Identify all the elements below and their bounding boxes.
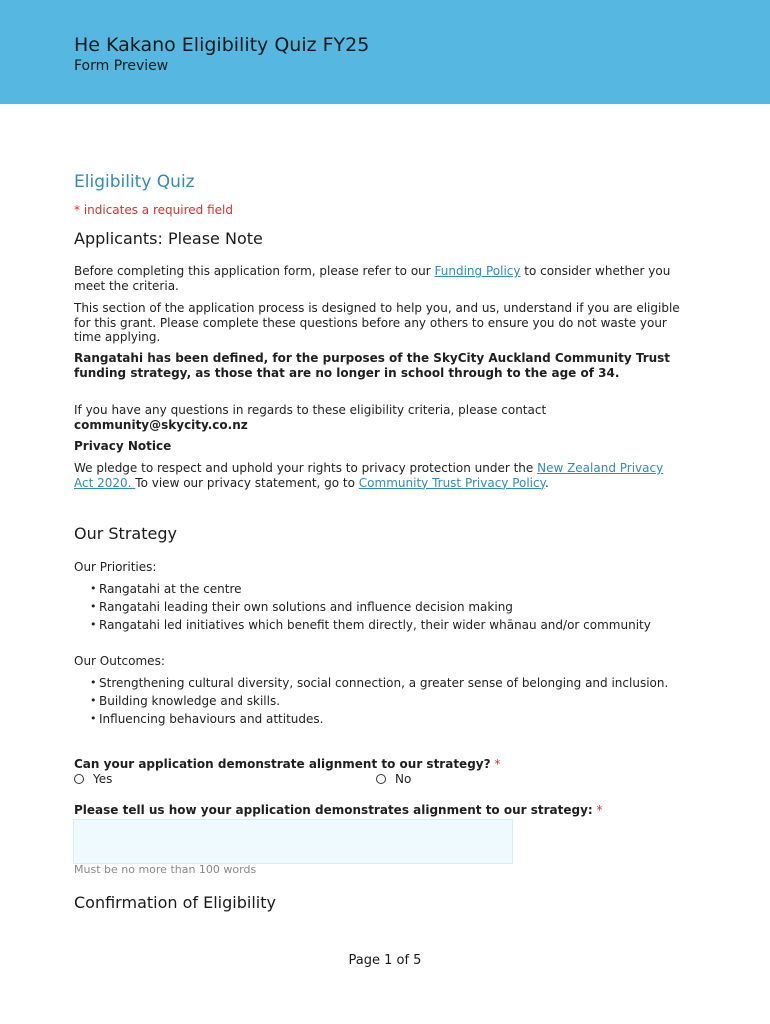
- question-alignment-label: [74, 757, 500, 771]
- list-item: • Rangatahi led initiatives which benefit them directly, their wider whānau and/or community: [92, 618, 672, 633]
- priorities-list: [92, 582, 672, 636]
- paragraph-text: If you have any questions in regards to these eligibility criteria, please contact: [74, 403, 547, 417]
- required-field-note: * indicates a required field: [74, 203, 233, 217]
- radio-yes[interactable]: [74, 772, 112, 786]
- paragraph-text: to consider whether you meet the criteria.: [74, 264, 671, 293]
- list-item: • Rangatahi leading their own solutions and influence decision making: [92, 600, 672, 615]
- contact-email: community@skycity.co.nz: [74, 417, 248, 432]
- privacy-notice-heading: Privacy Notice: [74, 439, 172, 453]
- paragraph-privacy: [74, 461, 684, 490]
- word-limit-hint: Must be no more than 100 words: [74, 863, 257, 876]
- paragraph-rangatahi-definition: Rangatahi has been defined, for the purposes of the SkyCity Auckland Community Trust funding strategy, as those that are no longer in school through to the age of 34.: [74, 351, 671, 380]
- list-item: • Strengthening cultural diversity, social connection, a greater sense of belonging and inclusion.: [92, 676, 672, 691]
- priorities-label: Our Priorities:: [74, 560, 157, 574]
- list-item: • Building knowledge and skills.: [92, 694, 672, 709]
- page-subtitle: Form Preview: [74, 58, 169, 74]
- page-title: He Kakano Eligibility Quiz FY25: [74, 34, 370, 56]
- section-heading-applicants: Applicants: Please Note: [74, 229, 263, 248]
- list-item: • Influencing behaviours and attitudes.: [92, 712, 672, 727]
- radio-circle-icon[interactable]: [74, 774, 84, 784]
- form-title: Eligibility Quiz: [74, 172, 195, 192]
- radio-no[interactable]: [376, 772, 411, 786]
- question-text: Please tell us how your application demonstrates alignment to our strategy:: [74, 803, 593, 817]
- paragraph-funding-policy: [74, 264, 684, 293]
- paragraph-text: We pledge to respect and uphold your rights to privacy protection under the: [74, 461, 538, 475]
- outcomes-label: Our Outcomes:: [74, 654, 165, 668]
- privacy-act-link[interactable]: New Zealand Privacy Act 2020.: [74, 461, 664, 490]
- page-number: Page 1 of 5: [348, 953, 422, 968]
- funding-policy-link[interactable]: Funding Policy: [434, 264, 521, 278]
- list-item: • Rangatahi at the centre: [92, 582, 672, 597]
- paragraph-text: .: [545, 475, 549, 490]
- paragraph-purpose: This section of the application process is designed to help you, and us, understand if you are eligible for this grant. Please complete these questions before any others to ensure you do not waste your time applying.: [74, 301, 680, 344]
- alignment-explanation-textarea[interactable]: [73, 819, 513, 864]
- required-asterisk: *: [592, 803, 603, 817]
- question-text: Can your application demonstrate alignment to our strategy?: [74, 757, 491, 771]
- privacy-policy-link[interactable]: Community Trust Privacy Policy: [358, 475, 546, 490]
- question-explanation-label: [74, 803, 603, 817]
- outcomes-list: [92, 676, 672, 730]
- paragraph-text: To view our privacy statement, go to: [135, 475, 359, 490]
- radio-label-no: No: [395, 772, 412, 786]
- required-asterisk: *: [490, 757, 501, 771]
- section-heading-strategy: Our Strategy: [74, 524, 177, 543]
- radio-label-yes: Yes: [93, 772, 113, 786]
- paragraph-contact: [74, 403, 684, 432]
- section-heading-confirmation: Confirmation of Eligibility: [74, 893, 276, 912]
- radio-circle-icon[interactable]: [376, 774, 386, 784]
- paragraph-text: Before completing this application form, please refer to our: [74, 264, 435, 278]
- page-header: [0, 0, 770, 104]
